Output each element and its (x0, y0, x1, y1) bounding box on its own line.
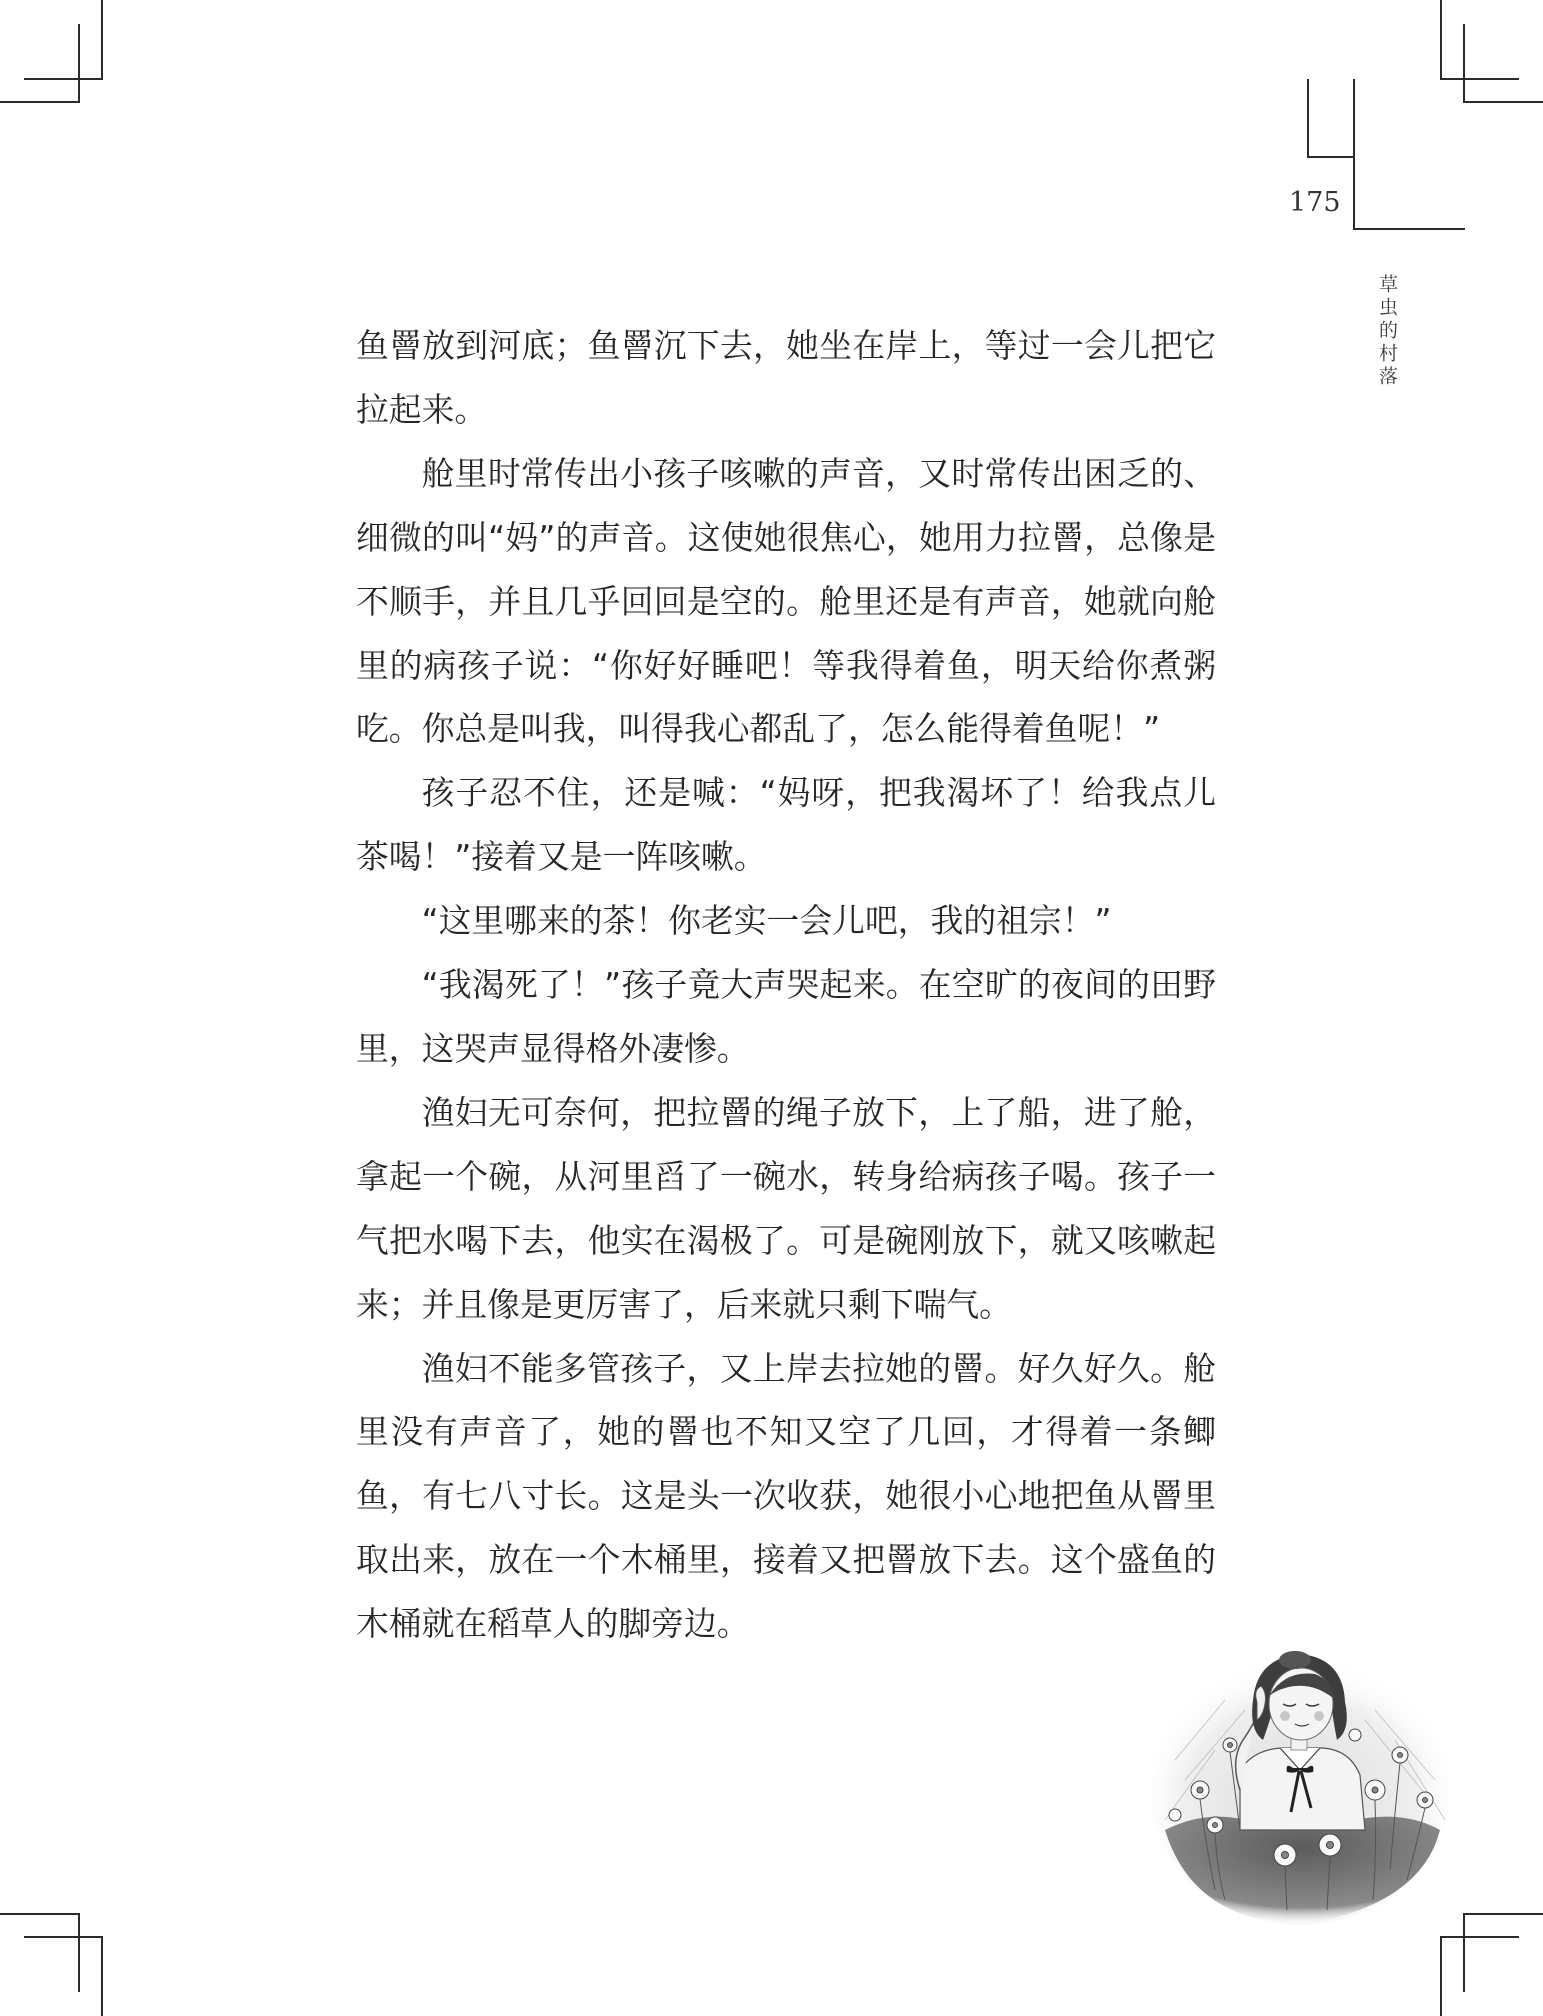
crop-mark-line (78, 24, 80, 103)
crop-mark-line (101, 1936, 103, 2016)
crop-mark-line (1440, 0, 1442, 80)
crop-mark-line (101, 0, 103, 80)
ornament-line (1307, 79, 1309, 158)
crop-mark-line (24, 1936, 103, 1938)
paragraph: “这里哪来的茶！你老实一会儿吧，我的祖宗！” (421, 902, 1112, 941)
paragraph: 鱼罾放到河底；鱼罾沉下去，她坐在岸上，等过一会儿把它拉起来。 (356, 327, 1216, 429)
page-number: 175 (1289, 187, 1341, 218)
crop-mark-line (24, 78, 103, 80)
ornament-line (1307, 156, 1355, 158)
paragraph: 渔妇无可奈何，把拉罾的绳子放下，上了船，进了舱，拿起一个碗，从河里舀了一碗水，转身给病孩子喝。孩子一气把水喝下去，他实在渴极了。可是碗刚放下，就又咳嗽起来；并且像是更厉害了，后来就只剩下喘气。 (356, 1093, 1216, 1324)
crop-mark-line (1463, 101, 1543, 103)
running-title: 草虫的村落 (1376, 274, 1398, 389)
paragraph: “我渴死了！”孩子竟大声哭起来。在空旷的夜间的田野里，这哭声显得格外凄惨。 (356, 966, 1216, 1068)
crop-mark-line (0, 1913, 80, 1915)
ornament-line (1353, 228, 1465, 230)
crop-mark-line (1440, 1936, 1442, 2016)
crop-mark-line (1440, 1936, 1519, 1938)
crop-mark-line (1440, 78, 1519, 80)
paragraph: 孩子忍不住，还是喊：“妈呀，把我渴坏了！给我点儿茶喝！”接着又是一阵咳嗽。 (356, 774, 1216, 877)
paragraph: 舱里时常传出小孩子咳嗽的声音，又时常传出困乏的、细微的叫“妈”的声音。这使她很焦心，她用力拉罾，总像是不顺手，并且几乎回回是空的。舱里还是有声音，她就向舱里的病孩子说：“你好好睡吧！等我得着鱼，明天给你煮粥吃。你总是叫我，叫得我心都乱了，怎么能得着鱼呢！” (356, 454, 1216, 749)
crop-mark-line (1463, 1913, 1543, 1915)
paragraph: 渔妇不能多管孩子，又上岸去拉她的罾。好久好久。舱里没有声音了，她的罾也不知又空了几回，才得着一条鲫鱼，有七八寸长。这是头一次收获，她很小心地把鱼从罾里取出来，放在一个木桶里，接着又把罾放下去。这个盛鱼的木桶就在稻草人的脚旁边。 (356, 1349, 1216, 1644)
crop-mark-line (1463, 24, 1465, 103)
body-text (356, 315, 1216, 1657)
crop-mark-line (1463, 1913, 1465, 1992)
crop-mark-line (0, 101, 80, 103)
ornament-line (1353, 79, 1355, 230)
illustration-girl-in-flowers (1145, 1640, 1455, 1930)
crop-mark-line (78, 1913, 80, 1992)
